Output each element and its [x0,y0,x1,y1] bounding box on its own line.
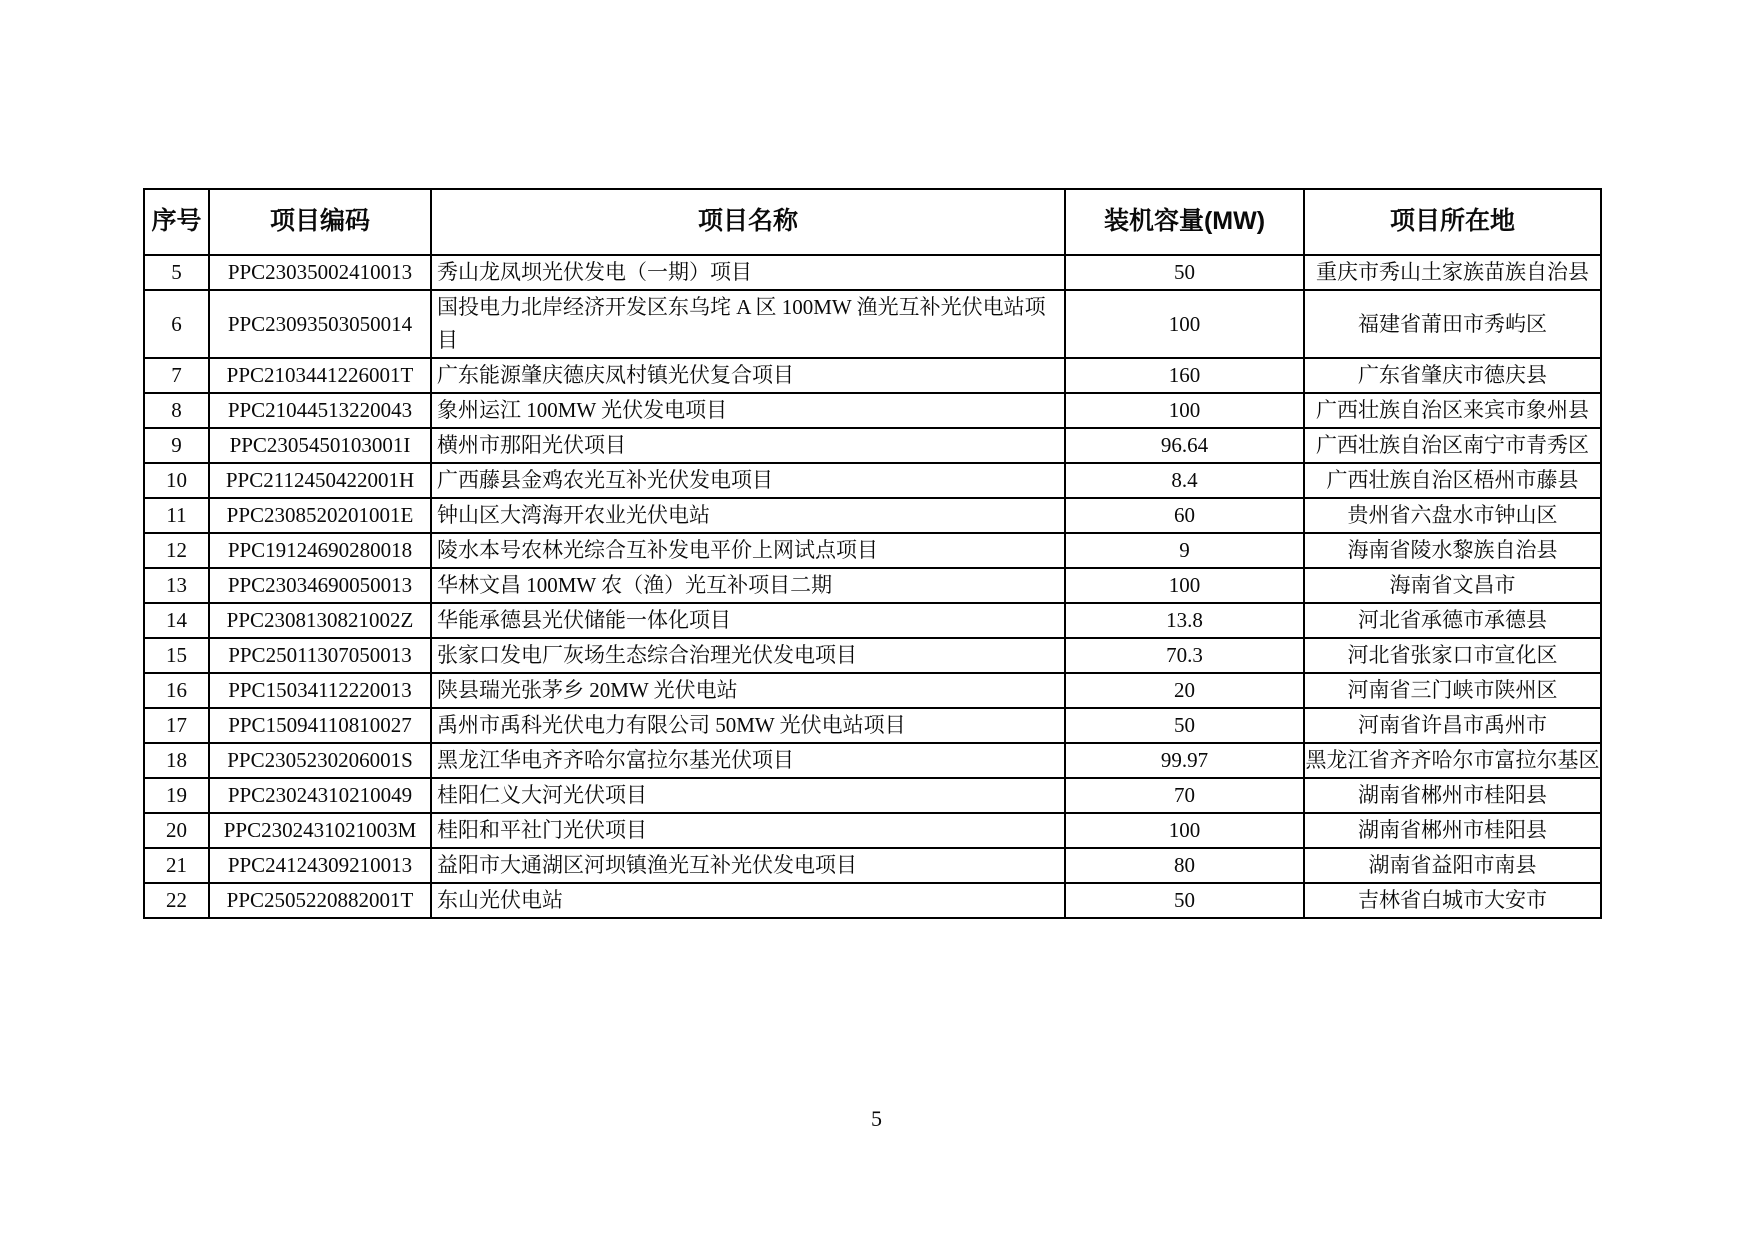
capacity-cell: 50 [1065,883,1304,918]
location-cell: 重庆市秀山土家族苗族自治县 [1304,255,1601,290]
location-cell: 河南省三门峡市陕州区 [1304,673,1601,708]
capacity-cell: 100 [1065,813,1304,848]
table-row [144,498,1601,533]
project-table [143,188,1602,919]
project-code-cell: PPC2305450103001I [209,428,431,463]
row-index-cell: 13 [144,568,209,603]
location-cell: 广西壮族自治区南宁市青秀区 [1304,428,1601,463]
location-cell: 贵州省六盘水市钟山区 [1304,498,1601,533]
row-index-cell: 21 [144,848,209,883]
row-index-cell: 17 [144,708,209,743]
capacity-cell: 99.97 [1065,743,1304,778]
location-cell: 河北省张家口市宣化区 [1304,638,1601,673]
project-code-cell: PPC2103441226001T [209,358,431,393]
location-cell: 吉林省白城市大安市 [1304,883,1601,918]
project-code-cell: PPC23024310210049 [209,778,431,813]
capacity-cell: 60 [1065,498,1304,533]
project-code-cell: PPC19124690280018 [209,533,431,568]
project-code-cell: PPC2302431021003M [209,813,431,848]
row-index-cell: 20 [144,813,209,848]
table-row [144,290,1601,358]
location-cell: 湖南省郴州市桂阳县 [1304,778,1601,813]
header-location: 项目所在地 [1304,189,1601,255]
table-row [144,673,1601,708]
project-name-cell: 禹州市禹科光伏电力有限公司 50MW 光伏电站项目 [431,708,1065,743]
location-cell: 福建省莆田市秀屿区 [1304,290,1601,358]
capacity-cell: 8.4 [1065,463,1304,498]
header-row [144,189,1601,255]
project-code-cell: PPC21044513220043 [209,393,431,428]
row-index-cell: 16 [144,673,209,708]
row-index-cell: 9 [144,428,209,463]
header-name: 项目名称 [431,189,1065,255]
capacity-cell: 100 [1065,290,1304,358]
project-code-cell: PPC2305230206001S [209,743,431,778]
project-name-cell: 陵水本号农林光综合互补发电平价上网试点项目 [431,533,1065,568]
location-cell: 海南省陵水黎族自治县 [1304,533,1601,568]
row-index-cell: 12 [144,533,209,568]
project-code-cell: PPC23035002410013 [209,255,431,290]
table-row [144,603,1601,638]
project-code-cell: PPC2112450422001H [209,463,431,498]
project-name-cell: 黑龙江华电齐齐哈尔富拉尔基光伏项目 [431,743,1065,778]
row-index-cell: 10 [144,463,209,498]
capacity-cell: 50 [1065,255,1304,290]
table-row [144,463,1601,498]
table-row [144,813,1601,848]
table-row [144,778,1601,813]
capacity-cell: 100 [1065,568,1304,603]
project-name-cell: 陕县瑞光张茅乡 20MW 光伏电站 [431,673,1065,708]
table-header [144,189,1601,255]
project-code-cell: PPC25011307050013 [209,638,431,673]
row-index-cell: 8 [144,393,209,428]
project-name-cell: 国投电力北岸经济开发区东乌垞 A 区 100MW 渔光互补光伏电站项目 [431,290,1065,358]
project-name-cell: 东山光伏电站 [431,883,1065,918]
capacity-cell: 20 [1065,673,1304,708]
page-number: 5 [871,1106,882,1131]
row-index-cell: 5 [144,255,209,290]
project-name-cell: 张家口发电厂灰场生态综合治理光伏发电项目 [431,638,1065,673]
project-code-cell: PPC23034690050013 [209,568,431,603]
project-code-cell: PPC15094110810027 [209,708,431,743]
capacity-cell: 70 [1065,778,1304,813]
table-row [144,743,1601,778]
row-index-cell: 7 [144,358,209,393]
project-code-cell: PPC15034112220013 [209,673,431,708]
location-cell: 河北省承德市承德县 [1304,603,1601,638]
table-row [144,393,1601,428]
table-row [144,708,1601,743]
table-body [144,255,1601,918]
location-cell: 海南省文昌市 [1304,568,1601,603]
capacity-cell: 96.64 [1065,428,1304,463]
location-cell: 广西壮族自治区来宾市象州县 [1304,393,1601,428]
capacity-cell: 50 [1065,708,1304,743]
row-index-cell: 18 [144,743,209,778]
capacity-cell: 100 [1065,393,1304,428]
header-code: 项目编码 [209,189,431,255]
project-name-cell: 广东能源肇庆德庆凤村镇光伏复合项目 [431,358,1065,393]
project-name-cell: 益阳市大通湖区河坝镇渔光互补光伏发电项目 [431,848,1065,883]
project-name-cell: 钟山区大湾海开农业光伏电站 [431,498,1065,533]
project-code-cell: PPC2308130821002Z [209,603,431,638]
project-name-cell: 横州市那阳光伏项目 [431,428,1065,463]
project-name-cell: 桂阳仁义大河光伏项目 [431,778,1065,813]
location-cell: 湖南省郴州市桂阳县 [1304,813,1601,848]
header-capacity: 装机容量(MW) [1065,189,1304,255]
table-row [144,883,1601,918]
capacity-cell: 80 [1065,848,1304,883]
capacity-cell: 160 [1065,358,1304,393]
project-code-cell: PPC24124309210013 [209,848,431,883]
header-index: 序号 [144,189,209,255]
table-row [144,358,1601,393]
row-index-cell: 6 [144,290,209,358]
capacity-cell: 9 [1065,533,1304,568]
project-name-cell: 华能承德县光伏储能一体化项目 [431,603,1065,638]
location-cell: 河南省许昌市禹州市 [1304,708,1601,743]
capacity-cell: 13.8 [1065,603,1304,638]
table-row [144,428,1601,463]
project-name-cell: 华林文昌 100MW 农（渔）光互补项目二期 [431,568,1065,603]
row-index-cell: 14 [144,603,209,638]
project-code-cell: PPC23093503050014 [209,290,431,358]
project-name-cell: 秀山龙凤坝光伏发电（一期）项目 [431,255,1065,290]
row-index-cell: 15 [144,638,209,673]
location-cell: 黑龙江省齐齐哈尔市富拉尔基区 [1304,743,1601,778]
location-cell: 广西壮族自治区梧州市藤县 [1304,463,1601,498]
table-row [144,848,1601,883]
project-code-cell: PPC2308520201001E [209,498,431,533]
location-cell: 广东省肇庆市德庆县 [1304,358,1601,393]
location-cell: 湖南省益阳市南县 [1304,848,1601,883]
row-index-cell: 11 [144,498,209,533]
table-row [144,255,1601,290]
project-name-cell: 桂阳和平社门光伏项目 [431,813,1065,848]
table-row [144,533,1601,568]
project-name-cell: 广西藤县金鸡农光互补光伏发电项目 [431,463,1065,498]
table-row [144,568,1601,603]
project-name-cell: 象州运江 100MW 光伏发电项目 [431,393,1065,428]
project-code-cell: PPC2505220882001T [209,883,431,918]
table-row [144,638,1601,673]
row-index-cell: 22 [144,883,209,918]
capacity-cell: 70.3 [1065,638,1304,673]
row-index-cell: 19 [144,778,209,813]
